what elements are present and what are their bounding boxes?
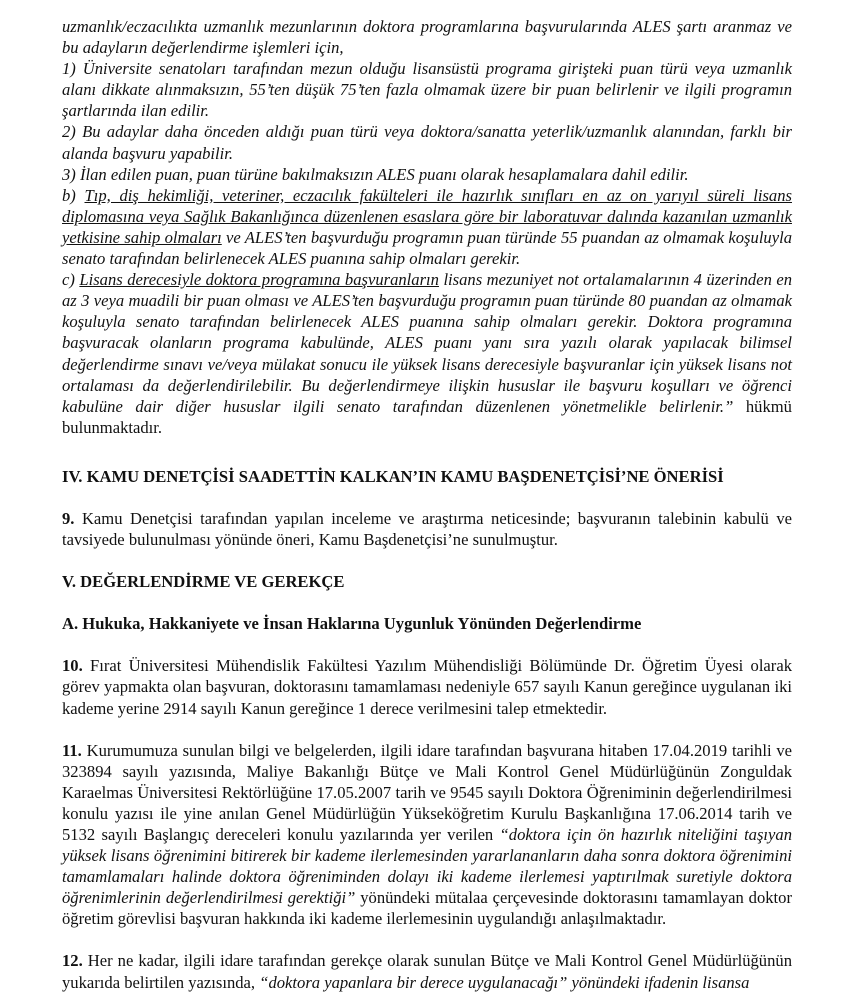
quote-item-1: 1) Üniversite senatoları tarafından mezun olduğu lisansüstü programa girişteki puan türü veya uzmanlık alanı dikkate alınmaksızın, 55’ten düşük 75’ten fazla olmamak üzere bir puan belirlenir ve ilgili programın şartlarında ilan edilir. <box>62 59 792 121</box>
item-c-tail: hükmü bulunmaktadır. <box>62 396 792 437</box>
quote-item-c <box>62 269 792 438</box>
item-c-rest: lisans mezuniyet not ortalamalarının 4 üzerinden en az 3 veya muadili bir puan olması ve ALES’ten başvurduğu programın puan türünde 80 puandan az olmamak koşuluyla senato tarafından belirlenecek ALES puanına sahip olmaları gerekir. Doktora programına başvuracak olanların programa kabulünde, ALES puanı yanı sıra yazılı olarak yapılacak bilimsel değerlendirme sınavı ve/veya mülakat sonucu ile yüksek lisans derecesiyle başvuranlar için yüksek lisans not ortalaması da değerlendirilebilir. Bu değerlendirmeye ilişkin hususlar ile başvuru koşulları ve öğrenci kabulüne dair diğer hususlar ilgili senato tarafından düzenlenen yönetmelikle belirlenir.” <box>62 270 793 416</box>
quote-intro: uzmanlık/eczacılıkta uzmanlık mezunlarının doktora programlarına başvurularında ALES şartı aranmaz ve bu adayların değerlendirme işlemleri için, <box>62 17 792 58</box>
paragraph-9 <box>62 508 792 550</box>
paragraph-text: Kurumumuza sunulan bilgi ve belgelerden, ilgili idare tarafından başvurana hitaben 17.04.2019 tarihli ve 323894 sayılı yazısında, Maliye Bakanlığı Bütçe ve Mali Kontrol Genel Müdürlüğünün Zonguldak Karaelmas Üniversitesi Rektörlüğüne 17.05.2007 tarih ve 9545 sayılı Doktora Öğreniminin değerlendirilmesi konulu yazısı ile yine anılan Genel Müdürlüğün Yükseköğretim Kurulu Başkanlığına 17.06.2014 tarih ve 5132 sayılı Başlangıç dereceleri konulu yazılarında yer verilen <box>62 740 792 844</box>
quoted-regulation <box>62 16 792 438</box>
paragraph-number: 9. <box>62 508 75 528</box>
paragraph-number: 11. <box>62 740 82 760</box>
paragraph-quote: “doktora için ön hazırlık niteliğini taşıyan yüksek lisans öğrenimini bitirerek bir kademe ilerlemesinden yararlananların daha sonra doktora öğrenimini tamamlamaları halinde doktora öğreniminden dolayı iki kademe ilerlemesi yaptırılmak suretiyle doktora öğrenimlerinin değerlendirilmesi gerektiği” <box>62 825 793 908</box>
section-iv-heading: IV. KAMU DENETÇİSİ SAADETTİN KALKAN’IN KAMU BAŞDENETÇİSİ’NE ÖNERİSİ <box>62 466 724 486</box>
document-page <box>62 16 792 993</box>
paragraph-text-cont: yönündeki mütalaa çerçevesinde doktorasını tamamlayan doktor öğretim görevlisi başvuran hakkında iki kademe ilerlemesinin uygulandığı anlaşılmaktadır. <box>62 888 792 929</box>
item-b-rest: ve ALES’ten başvurduğu programın puan türünde 55 puandan az olmamak koşuluyla senato tarafından belirlenecek ALES puanına sahip olmaları gerekir. <box>62 227 792 269</box>
item-b-label: b) <box>62 185 85 205</box>
item-c-label: c) <box>62 270 80 290</box>
paragraph-number: 12. <box>62 951 83 971</box>
section-v-heading: V. DEĞERLENDİRME VE GEREKÇE <box>62 572 345 592</box>
quote-item-b <box>62 185 792 269</box>
paragraph-number: 10. <box>62 656 83 676</box>
paragraph-11 <box>62 740 792 930</box>
paragraph-text: Her ne kadar, ilgili idare tarafından gerekçe olarak sunulan Bütçe ve Mali Kontrol Genel Müdürlüğünün yukarıda belirtilen yazısında, <box>62 951 792 992</box>
paragraph-10 <box>62 655 792 718</box>
quote-item-2: 2) Bu adaylar daha önceden aldığı puan türü veya doktora/sanatta yeterlik/uzmanlık alanından, farklı bir alanda başvuru yapabilir. <box>62 122 792 163</box>
subsection-a-heading: A. Hukuka, Hakkaniyete ve İnsan Haklarına Uygunluk Yönünden Değerlendirme <box>62 614 642 634</box>
item-c-underlined: Lisans derecesiyle doktora programına başvuranların <box>79 270 439 290</box>
paragraph-text: Fırat Üniversitesi Mühendislik Fakültesi Yazılım Mühendisliği Bölümünde Dr. Öğretim Üyesi olarak görev yapmakta olan başvuran, doktorasını tamamlaması nedeniyle 657 sayılı Kanun gereğince uygulanan iki kademe yerine 2914 sayılı Kanun gereğince 1 derece verilmesini talep etmektedir. <box>62 656 792 718</box>
paragraph-12 <box>62 950 792 992</box>
quote-item-3: 3) İlan edilen puan, puan türüne bakılmaksızın ALES puanı olarak hesaplamalara dahil edilir. <box>62 164 689 184</box>
paragraph-text: Kamu Denetçisi tarafından yapılan inceleme ve araştırma neticesinde; başvuranın talebinin kabulü ve tavsiyede bulunulması yönünde öneri, Kamu Başdenetçisi’ne sunulmuştur. <box>62 508 792 550</box>
paragraph-quote: “doktora yapanlara bir derece uygulanacağı” yönündeki ifadenin lisansa <box>259 972 750 992</box>
item-b-underlined: Tıp, diş hekimliği, veteriner, eczacılık fakülteleri ile hazırlık sınıfları en az on yarıyıl süreli lisans diplomasına veya Sağlık Bakanlığınca düzenlenen esaslara göre bir laboratuvar dalında kazanılan uzmanlık yetkisine sahip olmaları <box>62 185 792 247</box>
